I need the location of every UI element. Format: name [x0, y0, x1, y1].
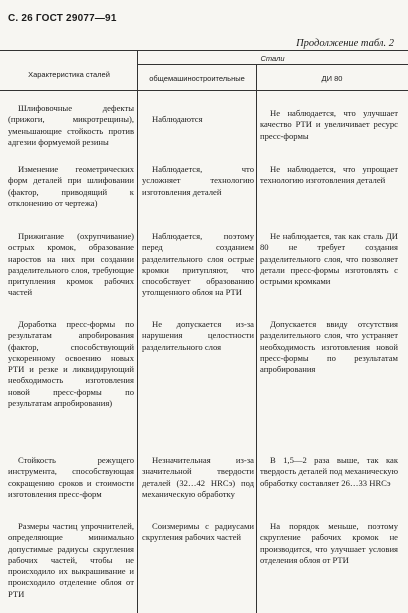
table-header-bottom-border [0, 90, 408, 91]
steels-header-divider [137, 64, 408, 65]
row-5-general: Незначительная из-за значительной твердости деталей (32…42 HRCэ) под механическую обработку [142, 455, 254, 499]
column-divider-1 [137, 50, 138, 613]
table-continuation-label: Продолжение табл. 2 [296, 38, 394, 49]
row-3-general: Наблюдается, поэтому перед созданием разделительного слоя острые кромки притупляют, что способствует образованию утолщенного облоя на РТИ [142, 231, 254, 298]
header-general-machine-steels: общемашиностроительные [149, 74, 245, 83]
row-2-di80: Не наблюдается, что упрощает технологию изготовления деталей [260, 164, 398, 186]
header-characteristic: Характеристика сталей [28, 70, 110, 79]
row-6-general: Соизмеримы с радиусами скругления рабочих частей [142, 521, 254, 543]
row-3-di80: Не наблюдается, так как сталь ДИ 80 не требует создания разделительного слоя, что позволяет детали пресс-формы изготовлять с острыми кромками [260, 231, 398, 287]
row-5-di80: В 1,5—2 раза выше, так как твердость деталей под механическую обработку составляет 26…33 HRCэ [260, 455, 398, 488]
row-4-di80: Допускается ввиду отсутствия разделительного слоя, что устраняет необходимость изготовления новой пресс-формы по результатам апробирования [260, 319, 398, 375]
row-6-di80: На порядок меньше, поэтому скругление рабочих кромок не производится, что улучшает условия отделения облоя от РТИ [260, 521, 398, 565]
row-6-characteristic: Размеры частиц упрочнителей, определяющие минимально допустимые радиусы скругления рабочих частей, чтобы не происходило их выкрашивание и происходило отделение облоя от РТИ [8, 521, 134, 599]
row-3-characteristic: Прижигание (охрупчивание) острых кромок, образование наростов на них при создании разделительного слоя, требующие притупления кромок рабочих частей [8, 231, 134, 298]
row-4-characteristic: Доработка пресс-формы по результатам апробирования (фактор, способствующий ускоренному освоению новых РТИ и резке и ликвидирующий необходимость изготовления новой пресс-формы по результатам апробирования) [8, 319, 134, 409]
row-1-characteristic: Шлифовочные дефекты (прижоги, микротрещины), уменьшающие стойкость против адгезии формуемой резины [8, 103, 134, 147]
row-1-general: Наблюдаются [152, 114, 203, 124]
header-di80: ДИ 80 [321, 74, 343, 83]
row-5-characteristic: Стойкость режущего инструмента, способствующая сокращению сроков и стоимости изготовления пресс-форм [8, 455, 134, 499]
row-1-di80: Не наблюдается, что улучшает качество РТИ и увеличивает ресурс пресс-формы [260, 108, 398, 141]
row-2-general: Наблюдается, что усложняет технологию изготовления деталей [142, 164, 254, 197]
page-header: С. 26 ГОСТ 29077—91 [8, 13, 117, 24]
column-divider-2 [256, 64, 257, 613]
row-2-characteristic: Изменение геометрических форм деталей при шлифовании (фактор, приводящий к отклонению от чертежа) [8, 164, 134, 208]
row-4-general: Не допускается из-за нарушения целостности разделительного слоя [142, 319, 254, 352]
table-top-border [0, 50, 408, 51]
header-steels: Стали [260, 54, 285, 63]
